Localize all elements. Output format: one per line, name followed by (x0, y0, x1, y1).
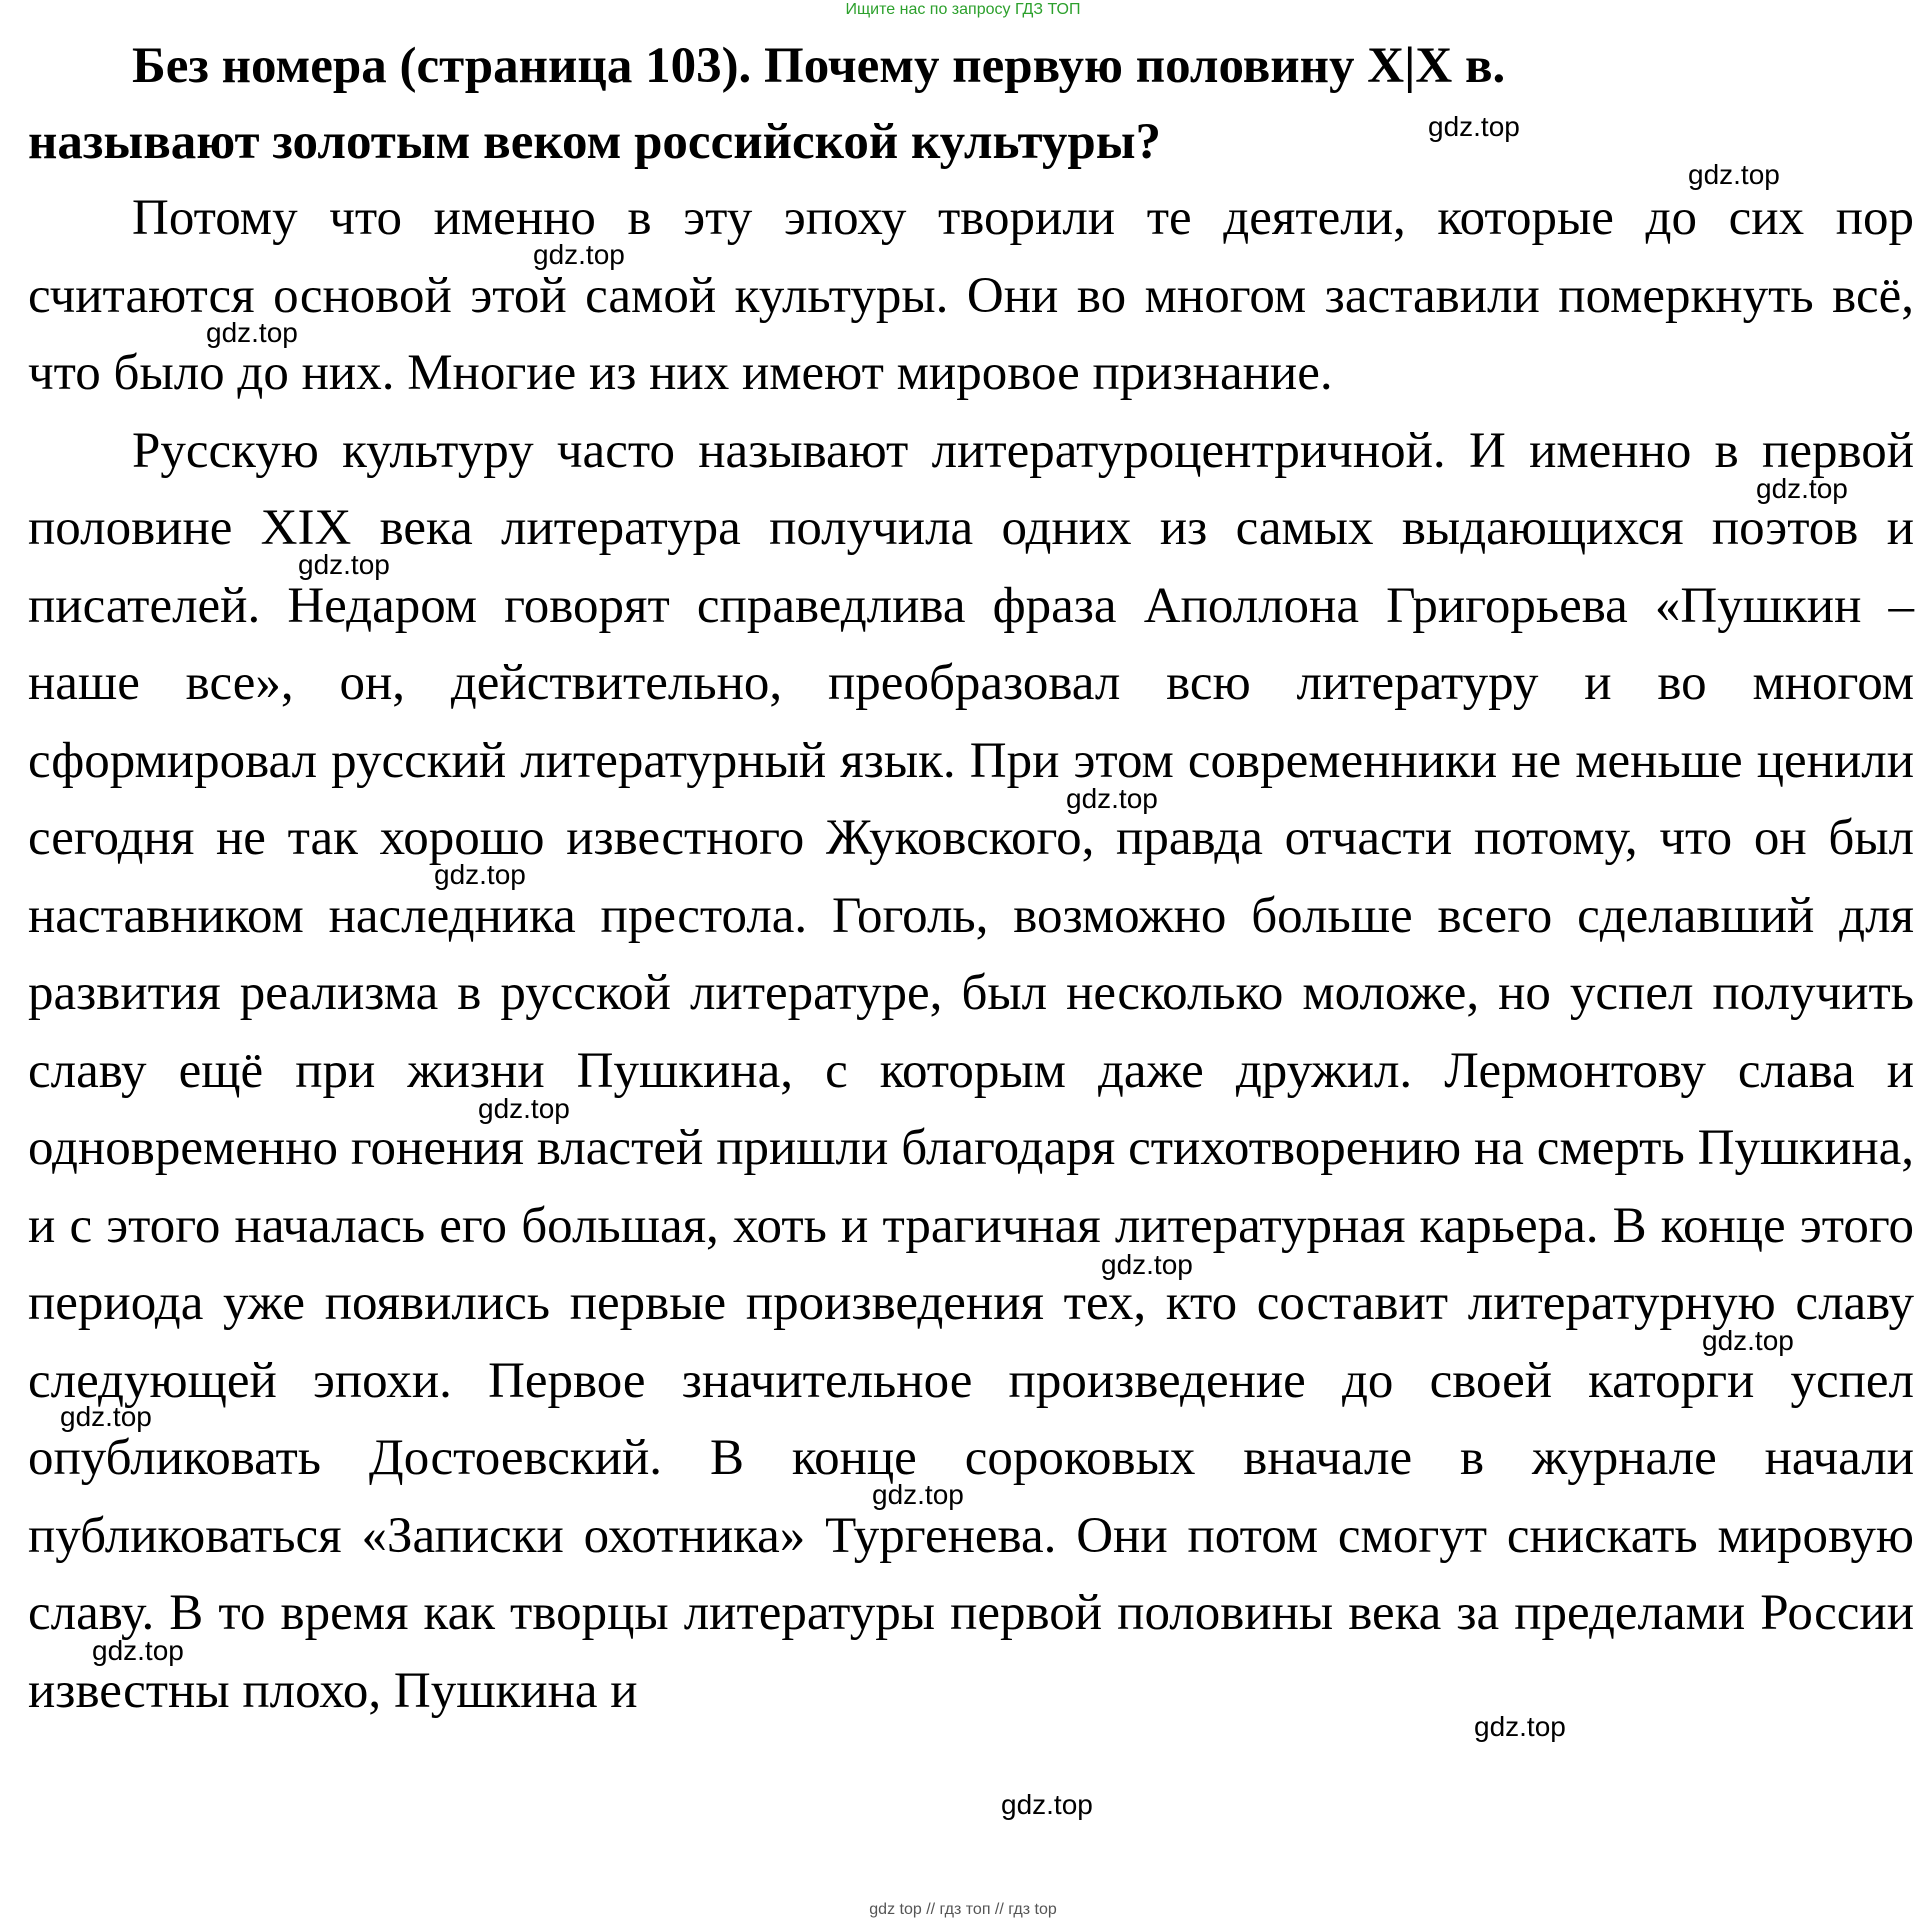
watermark: gdz.top (1702, 1325, 1794, 1356)
footer: gdz top // гдз топ // гдз top (869, 1901, 1057, 1918)
watermark: gdz.top (60, 1401, 152, 1432)
heading-line-2: называют золотым веком российской культуры? (28, 114, 1162, 170)
watermark: gdz.top (872, 1479, 964, 1510)
question-heading (28, 28, 1918, 180)
watermark: gdz.top (1001, 1789, 1093, 1820)
watermark: gdz.top (1474, 1711, 1566, 1742)
heading-line-1: Без номера (страница 103). Почему первую половину X|X в. (132, 38, 1506, 94)
watermark: gdz.top (298, 549, 390, 580)
watermark: gdz.top (92, 1635, 184, 1666)
watermark: gdz.top (533, 239, 625, 270)
watermark: gdz.top (1756, 473, 1848, 504)
watermark: gdz.top (1101, 1249, 1193, 1280)
watermark: gdz.top (1066, 783, 1158, 814)
watermark: gdz.top (1428, 111, 1520, 142)
watermark: gdz.top (434, 859, 526, 890)
watermark: gdz.top (206, 317, 298, 348)
paragraph-1: Потому что именно в эту эпоху творили те деятели, которые до сих пор считаются основой этой самой культуры. Они во многом заставили померкнуть всё, что было до них. Многие из них имеют мировое признание. (28, 190, 1914, 401)
watermark: gdz.top (478, 1093, 570, 1124)
top-banner: Ищите нас по запросу ГДЗ ТОП (845, 1, 1081, 18)
paragraph-2: Русскую культуру часто называют литературоцентричной. И именно в первой половине XIX века литература получила одних из самых выдающихся поэтов и писателей. Недаром говорят справедлива фраза Аполлона Григорьева «Пушкин – наше все», он, действительно, преобразовал всю литературу и во многом сформировал русский литературный язык. При этом современники не меньше ценили сегодня не так хорошо известного Жуковского, правда отчасти потому, что он был наставником наследника престола. Гоголь, возможно больше всего сделавший для развития реализма в русской литературе, был несколько моложе, но успел получить славу ещё при жизни Пушкина, с которым даже дружил. Лермонтову слава и одновременно гонения властей пришли благодаря стихотворению на смерть Пушкина, и с этого началась его большая, хоть и трагичная литературная карьера. В конце этого периода уже появились первые произведения тех, кто составит литературную славу следующей эпохи. Первое значительное произведение до своей каторги успел опубликовать Достоевский. В конце сороковых вначале в журнале начали публиковаться «Записки охотника» Тургенева. Они потом смогут снискать мировую славу. В то время как творцы литературы первой половины века за пределами России известны плохо, Пушкина и (28, 422, 1914, 1719)
answer-body (28, 180, 1914, 1730)
watermark: gdz.top (1688, 159, 1780, 190)
